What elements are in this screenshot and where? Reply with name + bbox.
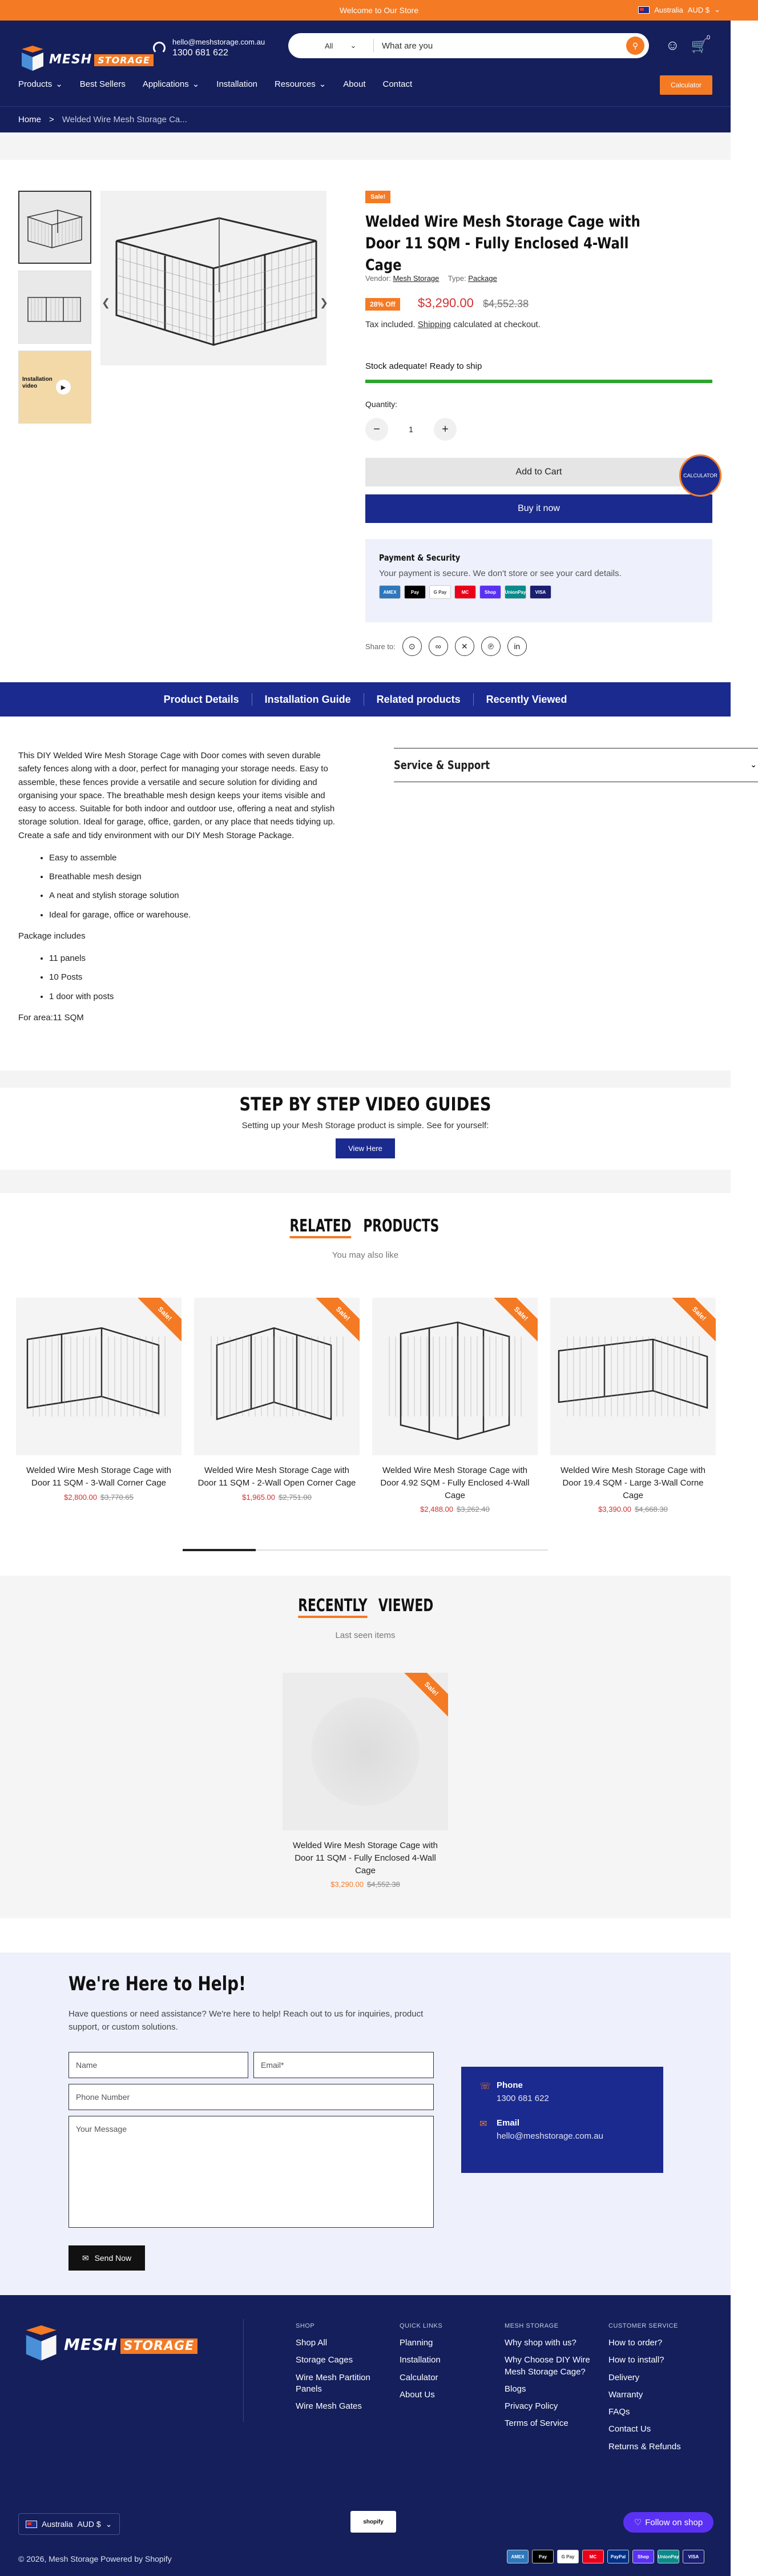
tax-note: Tax included. Shipping calculated at checkout. — [365, 320, 541, 329]
cage-image — [16, 1305, 182, 1448]
product-title: Welded Wire Mesh Storage Cage with Door 11 SQM - Fully Enclosed 4-Wall Cage — [365, 213, 640, 274]
payment-text: Your payment is secure. We don't store or see your card details. — [379, 569, 622, 578]
sale-ribbon: Sale! — [671, 1298, 716, 1342]
product-price: $3,290.00 — [330, 1880, 364, 1889]
footer-column — [400, 2323, 497, 2406]
related-product-card[interactable] — [16, 1298, 182, 1502]
product-price: $2,800.00 — [64, 1492, 97, 1502]
type-link[interactable]: Package — [468, 274, 497, 283]
shopify-secure-badge: shopify — [350, 2511, 396, 2533]
payment-mc-icon: MC — [454, 585, 476, 599]
breadcrumb-home[interactable]: Home — [18, 115, 42, 124]
compare-price: $4,552.38 — [483, 298, 529, 309]
product-name[interactable]: Welded Wire Mesh Storage Cage with Door 11 SQM - Fully Enclosed 4-Wall Cage — [292, 1841, 438, 1875]
list-item: • Breathable mesh design — [49, 870, 338, 883]
compare-price: $4,552.38 — [367, 1880, 400, 1889]
header-email[interactable]: hello@meshstorage.com.au — [172, 38, 265, 46]
area-note: For area:11 SQM — [18, 1012, 84, 1023]
product-main-image[interactable] — [100, 191, 329, 365]
cage-image — [194, 1305, 360, 1448]
payment-shop-icon: Shop — [479, 585, 501, 599]
recent-subtitle: Last seen items — [335, 1631, 396, 1640]
payment-unionpay-icon: UnionPay — [505, 585, 526, 599]
footer-link[interactable]: Delivery — [608, 2372, 640, 2382]
cart-icon[interactable]: 🛒 — [691, 38, 708, 54]
list-item: • Easy to assemble — [49, 851, 338, 864]
name-field[interactable]: Name — [68, 2052, 248, 2078]
footer-link[interactable]: Warranty — [608, 2389, 643, 2400]
footer-link[interactable]: About Us — [400, 2389, 435, 2400]
footer-link[interactable]: Wire Mesh Partition Panels — [296, 2372, 370, 2394]
logo-word-mesh: MESH — [49, 52, 92, 67]
feature-list — [49, 851, 338, 921]
product-price: $3,390.00 — [598, 1505, 631, 1514]
service-support-accordion[interactable]: Service & Support ⌄ — [394, 748, 758, 782]
payment-shop-icon: Shop — [632, 2550, 654, 2563]
list-item: • Ideal for garage, office or warehouse. — [49, 908, 338, 921]
phone-icon: ☏ — [479, 2082, 491, 2091]
plus-icon[interactable]: + — [434, 418, 457, 441]
play-icon: ▶ — [56, 380, 71, 395]
contact-email[interactable]: hello@meshstorage.com.au — [497, 2131, 603, 2141]
header-phone[interactable]: 1300 681 622 — [172, 48, 228, 58]
nav-resources[interactable]: Resources ⌄ — [275, 79, 326, 89]
announcement-bar — [0, 0, 758, 21]
contact-phone[interactable]: 1300 681 622 — [497, 2094, 549, 2103]
footer-link[interactable]: Why shop with us? — [505, 2338, 576, 2348]
sale-ribbon: Sale! — [315, 1298, 360, 1342]
payment-title: Payment & Security — [379, 553, 461, 563]
product-meta: Vendor: Mesh Storage Type: Package — [365, 274, 497, 283]
australia-flag-icon — [26, 2521, 37, 2528]
payment-icons — [379, 585, 699, 599]
compare-price: $3,262.40 — [457, 1505, 490, 1514]
payment-pay-icon: Pay — [404, 585, 426, 599]
nav-applications[interactable]: Applications ⌄ — [142, 79, 200, 89]
linkedin-icon[interactable]: in — [507, 637, 527, 656]
tab-installation-guide[interactable]: Installation Guide — [252, 693, 364, 706]
chevron-down-icon: ⌄ — [750, 760, 757, 770]
footer-link[interactable]: Why Choose DIY Wire Mesh Storage Cage? — [505, 2355, 590, 2377]
australia-flag-icon — [638, 6, 650, 14]
search-bar — [288, 33, 649, 58]
sale-ribbon: Sale! — [493, 1298, 538, 1342]
breadcrumb-current: Welded Wire Mesh Storage Ca... — [62, 115, 187, 124]
contact-title: We're Here to Help! — [68, 1973, 246, 1995]
footer-payment-icons — [507, 2550, 704, 2563]
cage-image — [372, 1305, 538, 1448]
recent-product-card[interactable] — [283, 1673, 448, 1889]
announcement-text: Welcome to Our Store — [339, 6, 419, 15]
calculator-button[interactable]: Calculator — [660, 75, 712, 95]
nav-installation[interactable]: Installation — [216, 79, 258, 89]
footer-column — [505, 2323, 602, 2436]
video-caption-graphic: Installation video — [22, 376, 53, 389]
carousel-scrollbar[interactable] — [183, 1549, 548, 1551]
tab-product-details[interactable]: Product Details — [151, 693, 252, 706]
shipping-link[interactable]: Shipping — [417, 320, 451, 329]
breadcrumb — [0, 106, 731, 132]
search-icon[interactable]: ⚲ — [626, 37, 644, 55]
mail-icon: ✉ — [82, 2253, 89, 2263]
footer-column-title: CUSTOMER SERVICE — [608, 2323, 678, 2329]
copyright: © 2026, Mesh Storage Powered by Shopify — [18, 2554, 172, 2563]
link-icon[interactable]: ∞ — [429, 637, 448, 656]
footer-region-selector[interactable]: Australia AUD $ ⌄ — [18, 2513, 120, 2535]
chevron-down-icon: ⌄ — [105, 2519, 112, 2529]
nav-contact[interactable]: Contact — [382, 79, 413, 89]
product-thumbnail[interactable] — [18, 191, 91, 264]
vendor-link[interactable]: Mesh Storage — [393, 274, 440, 283]
product-name[interactable]: Welded Wire Mesh Storage Cage with Door 11 SQM - 2-Wall Open Corner Cage — [197, 1466, 356, 1488]
footer-link[interactable]: Terms of Service — [505, 2418, 568, 2429]
footer-link[interactable]: Wire Mesh Gates — [296, 2401, 362, 2411]
payment-visa-icon: VISA — [530, 585, 551, 599]
footer-column-title: QUICK LINKS — [400, 2323, 443, 2329]
cage-image — [23, 287, 86, 327]
footer-link[interactable]: How to order? — [608, 2338, 663, 2348]
chevron-down-icon: ⌄ — [350, 41, 357, 50]
payment-mc-icon: MC — [582, 2550, 604, 2563]
product-name[interactable]: Welded Wire Mesh Storage Cage with Door 19.4 SQM - Large 3-Wall Corne Cage — [560, 1466, 705, 1500]
main-nav — [18, 79, 412, 89]
add-to-cart-button[interactable]: Add to Cart — [365, 458, 712, 486]
sale-ribbon: Sale! — [137, 1298, 182, 1342]
search-category-select[interactable]: All ⌄ — [288, 39, 374, 53]
tab-recently-viewed[interactable]: Recently Viewed — [486, 694, 567, 705]
footer-column-title: SHOP — [296, 2323, 315, 2329]
recent-title: RECENTLYVIEWED — [0, 1596, 731, 1618]
package-list — [49, 952, 338, 1003]
video-thumbnail[interactable] — [18, 351, 91, 424]
email-field[interactable]: Email* — [253, 2052, 434, 2078]
payment-g-pay-icon: G Pay — [557, 2550, 579, 2563]
footer-link[interactable]: Calculator — [400, 2372, 438, 2382]
video-guides-section — [0, 1088, 731, 1170]
quantity-input[interactable]: 1 — [409, 425, 413, 434]
video-guides-text: Setting up your Mesh Storage product is simple. See for yourself: — [241, 1121, 489, 1130]
account-icon[interactable]: ☺ — [666, 38, 680, 53]
discount-badge: 28% Off — [365, 298, 400, 311]
pinterest-icon[interactable]: ℗ — [481, 637, 501, 656]
chevron-down-icon: ⌄ — [55, 79, 63, 89]
logo-cube-icon — [23, 2325, 59, 2364]
footer-link[interactable]: Blogs — [505, 2384, 526, 2394]
logo-word-storage: STORAGE — [94, 54, 154, 66]
quantity-label: Quantity: — [365, 400, 398, 409]
stock-status: Stock adequate! Ready to ship — [365, 361, 482, 371]
product-image — [372, 1298, 538, 1455]
logo-cube-icon — [19, 46, 46, 73]
x-icon[interactable]: ✕ — [455, 637, 474, 656]
product-name[interactable]: Welded Wire Mesh Storage Cage with Door 4.92 SQM - Fully Enclosed 4-Wall Cage — [380, 1466, 530, 1500]
tab-related-products[interactable]: Related products — [364, 693, 474, 706]
headset-icon — [153, 42, 166, 54]
footer-link[interactable]: Shop All — [296, 2338, 328, 2348]
view-here-button[interactable]: View Here — [336, 1138, 395, 1158]
region-selector[interactable] — [638, 5, 720, 14]
footer-logo[interactable]: MESH STORAGE — [23, 2324, 197, 2354]
footer-column-title: MESH STORAGE — [505, 2323, 559, 2329]
footer-divider — [243, 2319, 244, 2422]
region-country: Australia — [654, 5, 683, 14]
product-description: This DIY Welded Wire Mesh Storage Cage with Door comes with seven durable safety fences along with a door, perfect for managing your storage needs. Easy to assemble, these fences provide a versatile and secure solution for dividing and organising your space. The breathable mesh design keeps your items visible and easy to access. Suitable for both indoor and outdoor use, offering a neat and stylish storage solution. Ideal for garage, office, garden, or any place that needs tidying up. Create a safe and tidy environment with our DIY Mesh Storage Package. • Easy to assemble • Breathable mesh design • A neat and stylish storage solution • Ideal for garage, office or warehouse. Package includes • 11 panels • 10 Posts • 1 door with posts For area:11 SQM — [18, 749, 338, 1024]
send-now-button[interactable]: ✉ Send Now — [68, 2245, 145, 2271]
share-icon[interactable]: ⊙ — [402, 637, 422, 656]
product-image — [194, 1298, 360, 1455]
image-blur — [311, 1697, 420, 1806]
related-subtitle: You may also like — [332, 1250, 399, 1260]
cage-image — [550, 1305, 716, 1448]
product-image-placeholder — [283, 1673, 448, 1830]
product-price: $1,965.00 — [242, 1492, 275, 1502]
payment-amex-icon: AMEX — [507, 2550, 529, 2563]
footer-column — [608, 2323, 705, 2458]
chevron-down-icon: ⌄ — [714, 5, 720, 14]
product-price: $2,488.00 — [420, 1505, 453, 1514]
compare-price: $3,770.65 — [100, 1492, 134, 1502]
cage-image — [105, 201, 322, 355]
related-product-card[interactable] — [194, 1298, 360, 1502]
follow-on-shop-button[interactable]: ♡ Follow on shop — [623, 2512, 713, 2533]
breadcrumb-separator: > — [49, 115, 54, 124]
package-label: Package includes — [18, 931, 86, 941]
share-label: Share to: — [365, 642, 396, 651]
compare-price: $2,751.00 — [279, 1492, 312, 1502]
footer-link[interactable]: Contact Us — [608, 2424, 651, 2434]
list-item: • A neat and stylish storage solution — [49, 889, 338, 902]
related-product-card[interactable] — [550, 1298, 716, 1514]
heart-icon: ♡ — [634, 2518, 642, 2527]
sale-ribbon: Sale! — [404, 1673, 448, 1717]
nav-best-sellers[interactable]: Best Sellers — [79, 79, 126, 89]
chevron-down-icon: ⌄ — [318, 79, 326, 89]
payment-unionpay-icon: UnionPay — [658, 2550, 679, 2563]
compare-price: $4,668.30 — [635, 1505, 668, 1514]
list-item: • 11 panels — [49, 952, 338, 965]
quantity-stepper — [365, 417, 479, 442]
footer-link[interactable]: Planning — [400, 2338, 433, 2348]
chevron-right-icon[interactable]: ❯ — [320, 297, 329, 308]
phone-field[interactable]: Phone Number — [68, 2084, 434, 2110]
contact-text: Have questions or need assistance? We're here to help! Reach out to us for inquiries, product support, or custom solutions. — [68, 2009, 424, 2032]
product-tabs — [0, 682, 731, 717]
payment-pay-icon: Pay — [532, 2550, 554, 2563]
calculator-fab[interactable]: CALCULATOR — [679, 454, 721, 497]
footer-link[interactable]: FAQs — [608, 2407, 630, 2417]
contact-info-box: ☏ Phone 1300 681 622 ✉ Email hello@meshstorage.com.au — [461, 2067, 663, 2173]
nav-products[interactable]: Products ⌄ — [18, 79, 63, 89]
search-input[interactable]: What are you — [382, 41, 433, 51]
sale-badge: Sale! — [365, 191, 390, 203]
region-currency: AUD $ — [687, 5, 710, 14]
payment-security-box — [365, 539, 712, 622]
footer-link[interactable]: Installation — [400, 2355, 441, 2365]
message-field[interactable]: Your Message — [68, 2116, 434, 2228]
payment-visa-icon: VISA — [683, 2550, 704, 2563]
header-contact[interactable] — [153, 38, 265, 58]
product-image — [16, 1298, 182, 1455]
related-title: RELATEDPRODUCTS — [0, 1216, 731, 1238]
product-thumbnail[interactable] — [18, 271, 91, 344]
footer-link[interactable]: How to install? — [608, 2355, 664, 2365]
footer-link[interactable]: Privacy Policy — [505, 2401, 558, 2411]
site-logo[interactable] — [19, 46, 154, 73]
cage-image — [23, 204, 86, 250]
product-image — [550, 1298, 716, 1455]
video-guides-title: STEP BY STEP VIDEO GUIDES — [239, 1093, 491, 1115]
footer-link[interactable]: Storage Cages — [296, 2355, 353, 2365]
minus-icon[interactable]: − — [365, 418, 388, 441]
payment-amex-icon: AMEX — [379, 585, 401, 599]
share-bar — [365, 637, 527, 656]
list-item: • 10 Posts — [49, 971, 338, 984]
product-name[interactable]: Welded Wire Mesh Storage Cage with Door 11 SQM - 3-Wall Corner Cage — [26, 1466, 171, 1488]
list-item: • 1 door with posts — [49, 990, 338, 1003]
buy-now-button[interactable]: Buy it now — [365, 494, 712, 523]
footer-column — [296, 2323, 393, 2418]
cart-count-badge: 0 — [707, 34, 711, 41]
product-price: $3,290.00 — [418, 296, 474, 310]
mail-icon: ✉ — [479, 2119, 487, 2129]
stock-bar — [365, 380, 712, 383]
chevron-left-icon[interactable]: ❮ — [102, 297, 111, 308]
site-header — [0, 21, 731, 115]
payment-paypal-icon: PayPal — [607, 2550, 629, 2563]
footer-link[interactable]: Returns & Refunds — [608, 2441, 681, 2452]
payment-g-pay-icon: G Pay — [429, 585, 451, 599]
chevron-down-icon: ⌄ — [192, 79, 200, 89]
related-product-card[interactable] — [372, 1298, 538, 1514]
nav-about[interactable]: About — [343, 79, 366, 89]
